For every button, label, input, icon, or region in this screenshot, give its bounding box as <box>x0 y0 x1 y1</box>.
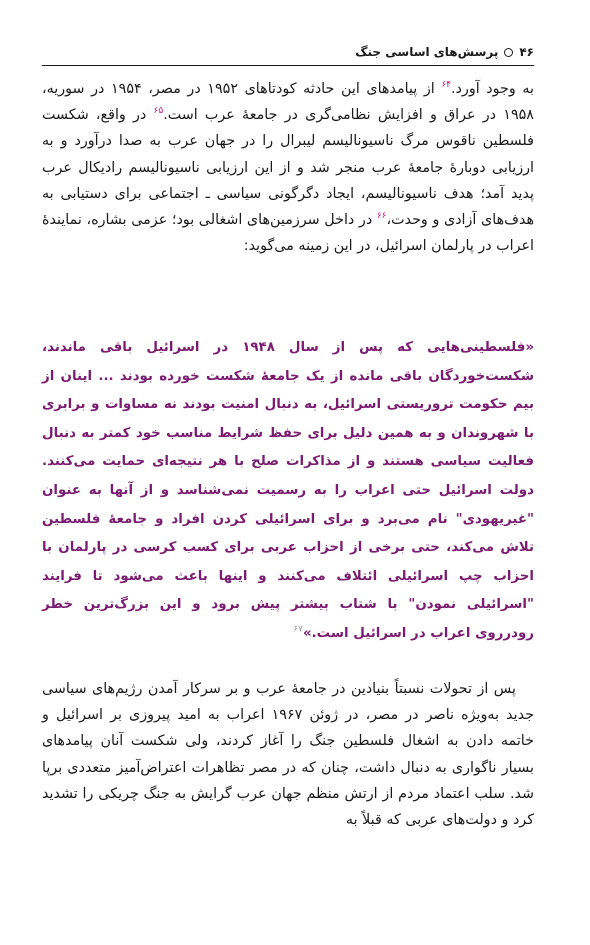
paragraph-intro <box>42 76 534 259</box>
footnote-ref-66[interactable]: ۶۶ <box>376 211 387 222</box>
paragraph-continuation <box>42 676 534 833</box>
footnote-ref-64[interactable]: ۶۴ <box>441 80 452 91</box>
header-rule <box>42 65 534 66</box>
paragraph-continuation-text: پس از تحولات نسبتاً بنیادین در جامعهٔ عرب و بر سرکار آمدن رژیم‌های سیاسی جدید به‌ویژه ناصر در مصر، در ژوئن ۱۹۶۷ اعراب به امید پیروزی بر اسرائیل و خاتمه دادن به اشغال فلسطین جنگ را آغاز کردند، ولی شکست آنان پیامدهای بسیار ناگواری به دنبال داشت، چنان که در مصر تظاهرات اعتراض‌آمیز متعددی برپا شد. سلب اعتماد مردم از ارتش منظم جهان عرب گرایش به جنگ چریکی را تشدید کرد و دولت‌های عربی که قبلاً به <box>42 681 534 829</box>
page-number: ۴۶ <box>519 45 534 59</box>
paragraph-intro-text-4: در داخل سرزمین‌های اشغالی بود؛ عزمی بشاره، نمایندهٔ اعراب در پارلمان اسرائیل، در این زمینه می‌گوید: <box>42 212 534 255</box>
footnote-ref-67[interactable]: ۶۷ <box>293 624 303 635</box>
running-header <box>42 42 534 62</box>
paragraph-intro-text-1: به وجود آورد. <box>451 81 535 97</box>
block-quote <box>42 334 534 649</box>
footnote-ref-65[interactable]: ۶۵ <box>153 106 164 117</box>
circle-bullet-icon <box>504 48 513 57</box>
block-quote-text: «فلسطینی‌هایی که پس از سال ۱۹۴۸ در اسرائیل باقی ماندند، شکست‌خوردگان باقی مانده از یک جامعهٔ شکست خورده بودند ... اینان از بیم حکومت تروریستی اسرائیل، به دنبال امنیت بودند نه مساوات و برابری با شهروندان و به همین دلیل برای حفظ شرایط مناسب خود کمتر به دنبال فعالیت سیاسی هستند و از مذاکرات صلح با هر نتیجه‌ای حمایت می‌کنند. دولت اسرائیل حتی اعراب را به رسمیت نمی‌شناسد و از آنها به عنوان "غیریهودی" نام می‌برد و برای اسرائیلی کردن افراد و جامعهٔ فلسطین تلاش می‌کند، حتی برخی از احزاب عربی برای کسب کرسی در پارلمان با احزاب چپ اسرائیلی ائتلاف می‌کنند و اینها باعث می‌شود تا فرایند "اسرائیلی نمودن" با شتاب بیشتر پیش برود و این بزرگ‌ترین خطر رودرروی اعراب در اسرائیل است.» <box>42 340 535 641</box>
paragraph-intro-text-3: در واقع، شکست فلسطین ناقوس مرگ ناسیونالیسم لیبرال را در جهان عرب به صدا درآورد و به ارزیابی دوبارهٔ جامعهٔ عرب منجر شد و از این ارزیابی ناسیونالیسم رادیکال عرب پدید آمد؛ هدف ناسیونالیسم، ایجاد دگرگونی سیاسی ـ اجتماعی برای دستیابی به هدف‌های آزادی و وحدت، <box>42 107 534 229</box>
paragraph-intro-text-2: از پیامدهای این حادثه کودتاهای ۱۹۵۲ در مصر، ۱۹۵۴ در سوریه، ۱۹۵۸ در عراق و افزایش نظامی‌گری در جامعهٔ عرب است. <box>42 81 534 124</box>
running-title: پرسش‌های اساسی جنگ <box>355 45 499 59</box>
